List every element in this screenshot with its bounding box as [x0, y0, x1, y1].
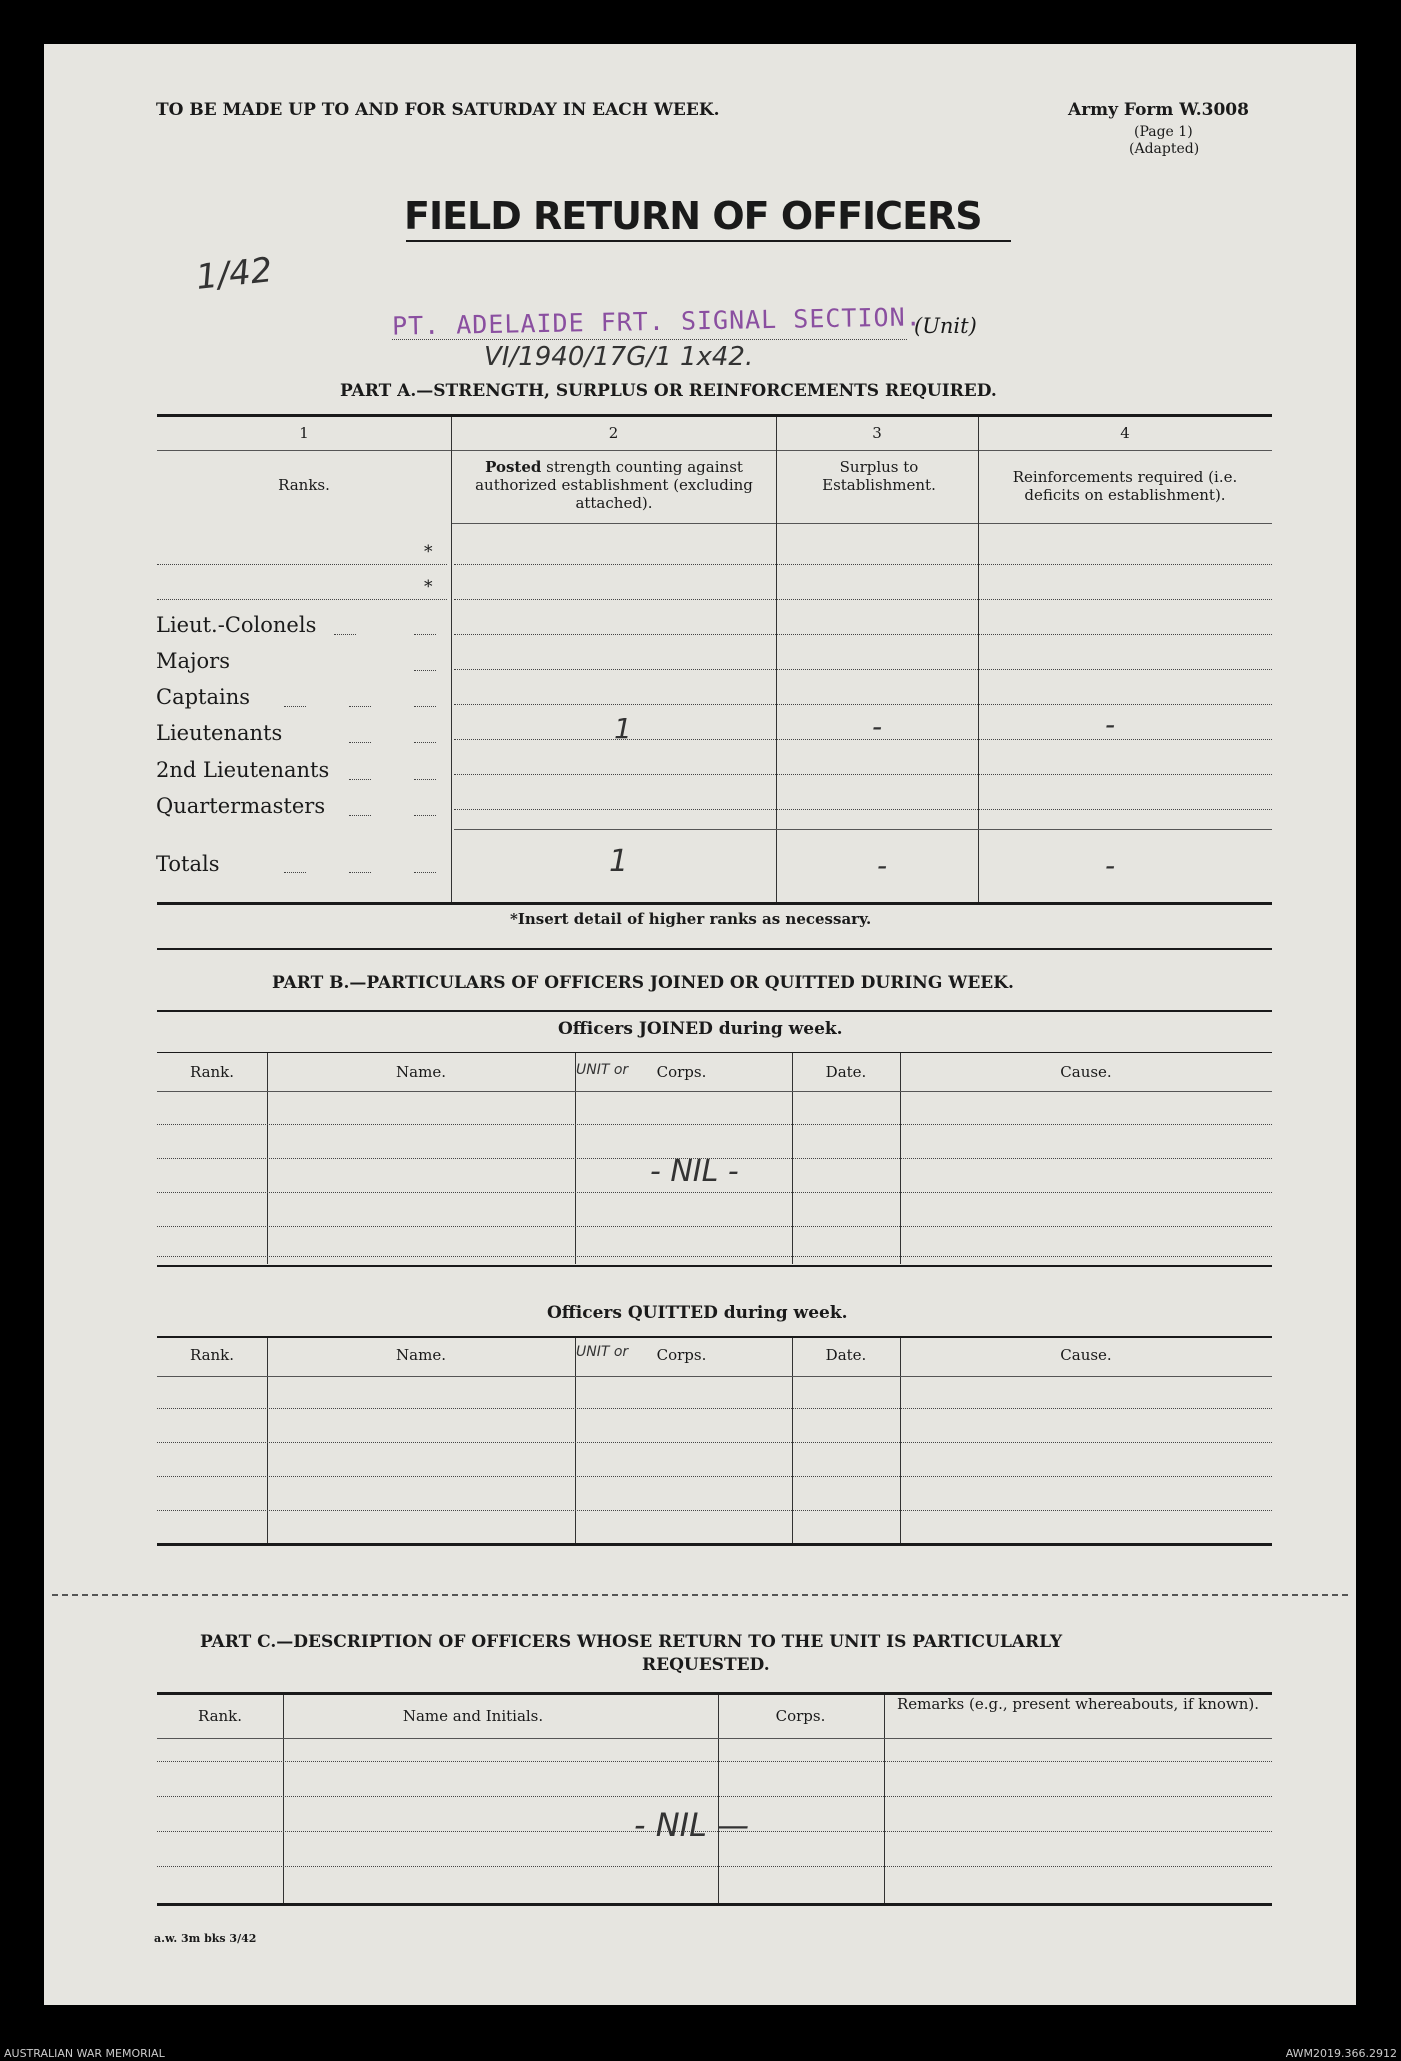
joined-nil-entry: - NIL -: [650, 1154, 739, 1189]
quitted-row-line: [157, 1442, 1272, 1443]
part-c-title: PART C.—DESCRIPTION OF OFFICERS WHOSE RETURN TO THE UNIT IS PARTICULARLY: [200, 1632, 1063, 1652]
star-row-1-marker: *: [424, 542, 433, 562]
rank-label: Lieut.-Colonels: [156, 613, 317, 637]
lieutenants-surplus: -: [872, 710, 883, 743]
posted-header: [454, 458, 774, 512]
unit-dotted-line: [392, 339, 907, 340]
leader-dots: [349, 815, 371, 816]
leader-dots: [414, 742, 436, 743]
quitted-col-name: Name.: [396, 1346, 446, 1364]
part-a-top-rule: [157, 414, 1272, 417]
handwritten-reference: VI/1940/17G/1 1x42.: [484, 342, 754, 372]
row-line: [454, 564, 1272, 565]
col-number-rule: [157, 450, 1272, 451]
joined-col-name: Name.: [396, 1063, 446, 1081]
joined-row-line: [157, 1192, 1272, 1193]
totals-posted: 1: [609, 844, 629, 879]
joined-header-rule: [157, 1052, 1272, 1053]
part-a-footnote: *Insert detail of higher ranks as necessary.: [510, 910, 872, 928]
part-c-bottom-rule: [157, 1903, 1272, 1906]
joined-row-line: [157, 1256, 1272, 1257]
form-number: Army Form W.3008: [1068, 100, 1249, 120]
quitted-bottom-rule: [157, 1543, 1272, 1546]
quitted-col-divider: [575, 1338, 576, 1543]
star-row-2-marker: *: [424, 577, 433, 597]
part-c-col-remarks: Remarks (e.g., present whereabouts, if known).: [896, 1695, 1260, 1713]
part-b-title: PART B.—PARTICULARS OF OFFICERS JOINED OR QUITTED DURING WEEK.: [272, 973, 1014, 993]
form-page: (Page 1): [1134, 124, 1193, 140]
totals-reinforcements: -: [1105, 849, 1116, 882]
handwritten-number: 1/42: [194, 250, 275, 298]
rank-label: Quartermasters: [156, 794, 326, 818]
part-c-col-divider: [718, 1695, 719, 1903]
row-line: [454, 739, 1272, 740]
totals-rule: [454, 829, 1272, 830]
leader-dots: [414, 815, 436, 816]
quitted-col-divider: [792, 1338, 793, 1543]
part-c-col-name: Name and Initials.: [402, 1707, 544, 1725]
part-a-col-divider-1: [451, 417, 452, 902]
part-c-row-line: [157, 1796, 1272, 1797]
row-line: [454, 774, 1272, 775]
posted-header-rest: strength counting against authorized establishment (excluding attached).: [475, 458, 753, 512]
quitted-row-line: [157, 1476, 1272, 1477]
footer-left: AUSTRALIAN WAR MEMORIAL: [4, 2047, 165, 2060]
print-code: a.w. 3m bks 3/42: [154, 1932, 257, 1945]
quitted-col-corps: Corps.: [656, 1346, 707, 1364]
ranks-header: Ranks.: [278, 476, 330, 494]
perforation-line: [52, 1594, 1348, 1596]
posted-header-bold: Posted: [485, 458, 542, 476]
joined-col-cause: Cause.: [1060, 1063, 1112, 1081]
rank-label: Captains: [156, 685, 251, 709]
joined-corps-annotation: UNIT or: [576, 1062, 629, 1078]
weekly-instruction: TO BE MADE UP TO AND FOR SATURDAY IN EACH WEEK.: [156, 100, 720, 120]
joined-title: Officers JOINED during week.: [558, 1019, 843, 1039]
quitted-row-line: [157, 1408, 1272, 1409]
col-4-number: 4: [1120, 424, 1130, 442]
part-c-title-cont: REQUESTED.: [642, 1655, 770, 1675]
joined-row-line: [157, 1124, 1272, 1125]
joined-bottom-rule: [157, 1265, 1272, 1267]
leader-dots: [284, 872, 306, 873]
quitted-corps-annotation: UNIT or: [576, 1344, 629, 1360]
row-line: [454, 704, 1272, 705]
part-c-col-corps: Corps.: [775, 1707, 826, 1725]
part-c-row-line: [157, 1866, 1272, 1867]
quitted-header-rule: [157, 1336, 1272, 1338]
part-c-col-rank: Rank.: [197, 1707, 243, 1725]
surplus-header: Surplus to Establishment.: [822, 458, 936, 494]
leader-dots: [414, 634, 436, 635]
joined-row-line: [157, 1226, 1272, 1227]
star-row-2-line: [157, 599, 447, 600]
part-a-footnote-rule: [157, 948, 1272, 950]
quitted-col-divider: [267, 1338, 268, 1543]
leader-dots: [284, 706, 306, 707]
joined-col-corps: Corps.: [656, 1063, 707, 1081]
footer-right: AWM2019.366.2912: [1285, 2047, 1397, 2060]
leader-dots: [414, 706, 436, 707]
quitted-title: Officers QUITTED during week.: [547, 1303, 848, 1323]
reinforcements-header: Reinforcements required (i.e. deficits on establishment).: [1012, 468, 1238, 504]
rank-label: Lieutenants: [156, 721, 283, 745]
rank-label: 2nd Lieutenants: [156, 758, 330, 782]
star-row-1-line: [157, 564, 447, 565]
part-c-rule: [157, 1738, 1272, 1739]
col-2-number: 2: [608, 424, 619, 442]
leader-dots: [334, 634, 356, 635]
row-line: [454, 669, 1272, 670]
col-3-number: 3: [872, 424, 882, 442]
leader-dots: [349, 779, 371, 780]
row-line: [454, 809, 1272, 810]
joined-rule: [157, 1091, 1272, 1092]
leader-dots: [414, 779, 436, 780]
part-c-col-divider: [884, 1695, 885, 1903]
row-line: [454, 634, 1272, 635]
part-a-bottom-rule: [157, 902, 1272, 905]
part-c-row-line: [157, 1761, 1272, 1762]
rank-label: Majors: [156, 649, 230, 673]
leader-dots: [349, 742, 371, 743]
quitted-row-line: [157, 1510, 1272, 1511]
form-sheet: [44, 44, 1356, 2005]
leader-dots: [349, 706, 371, 707]
form-adapted: (Adapted): [1129, 141, 1200, 157]
header-bottom-rule: [451, 523, 1272, 524]
lieutenants-posted: 1: [614, 712, 632, 745]
totals-label: Totals: [156, 852, 220, 876]
leader-dots: [349, 872, 371, 873]
quitted-col-divider: [900, 1338, 901, 1543]
lieutenants-reinforcements: -: [1105, 708, 1116, 741]
quitted-col-rank: Rank.: [189, 1346, 235, 1364]
leader-dots: [414, 670, 436, 671]
part-b-top-rule: [157, 1010, 1272, 1012]
quitted-col-cause: Cause.: [1060, 1346, 1112, 1364]
title-underline: [406, 240, 1011, 242]
joined-col-date: Date.: [825, 1063, 867, 1081]
part-c-col-divider: [283, 1695, 284, 1903]
quitted-rule: [157, 1376, 1272, 1377]
row-line: [454, 599, 1272, 600]
joined-col-rank: Rank.: [189, 1063, 235, 1081]
totals-surplus: -: [877, 849, 888, 882]
page-title: FIELD RETURN OF OFFICERS: [404, 194, 982, 238]
leader-dots: [414, 872, 436, 873]
unit-stamp: PT. ADELAIDE FRT. SIGNAL SECTION.: [391, 302, 922, 341]
col-1-number: 1: [299, 424, 309, 442]
part-a-title: PART A.—STRENGTH, SURPLUS OR REINFORCEMENTS REQUIRED.: [340, 381, 997, 401]
part-c-nil-entry: - NIL —: [634, 1806, 750, 1844]
quitted-col-date: Date.: [825, 1346, 867, 1364]
unit-label: (Unit): [914, 314, 977, 338]
